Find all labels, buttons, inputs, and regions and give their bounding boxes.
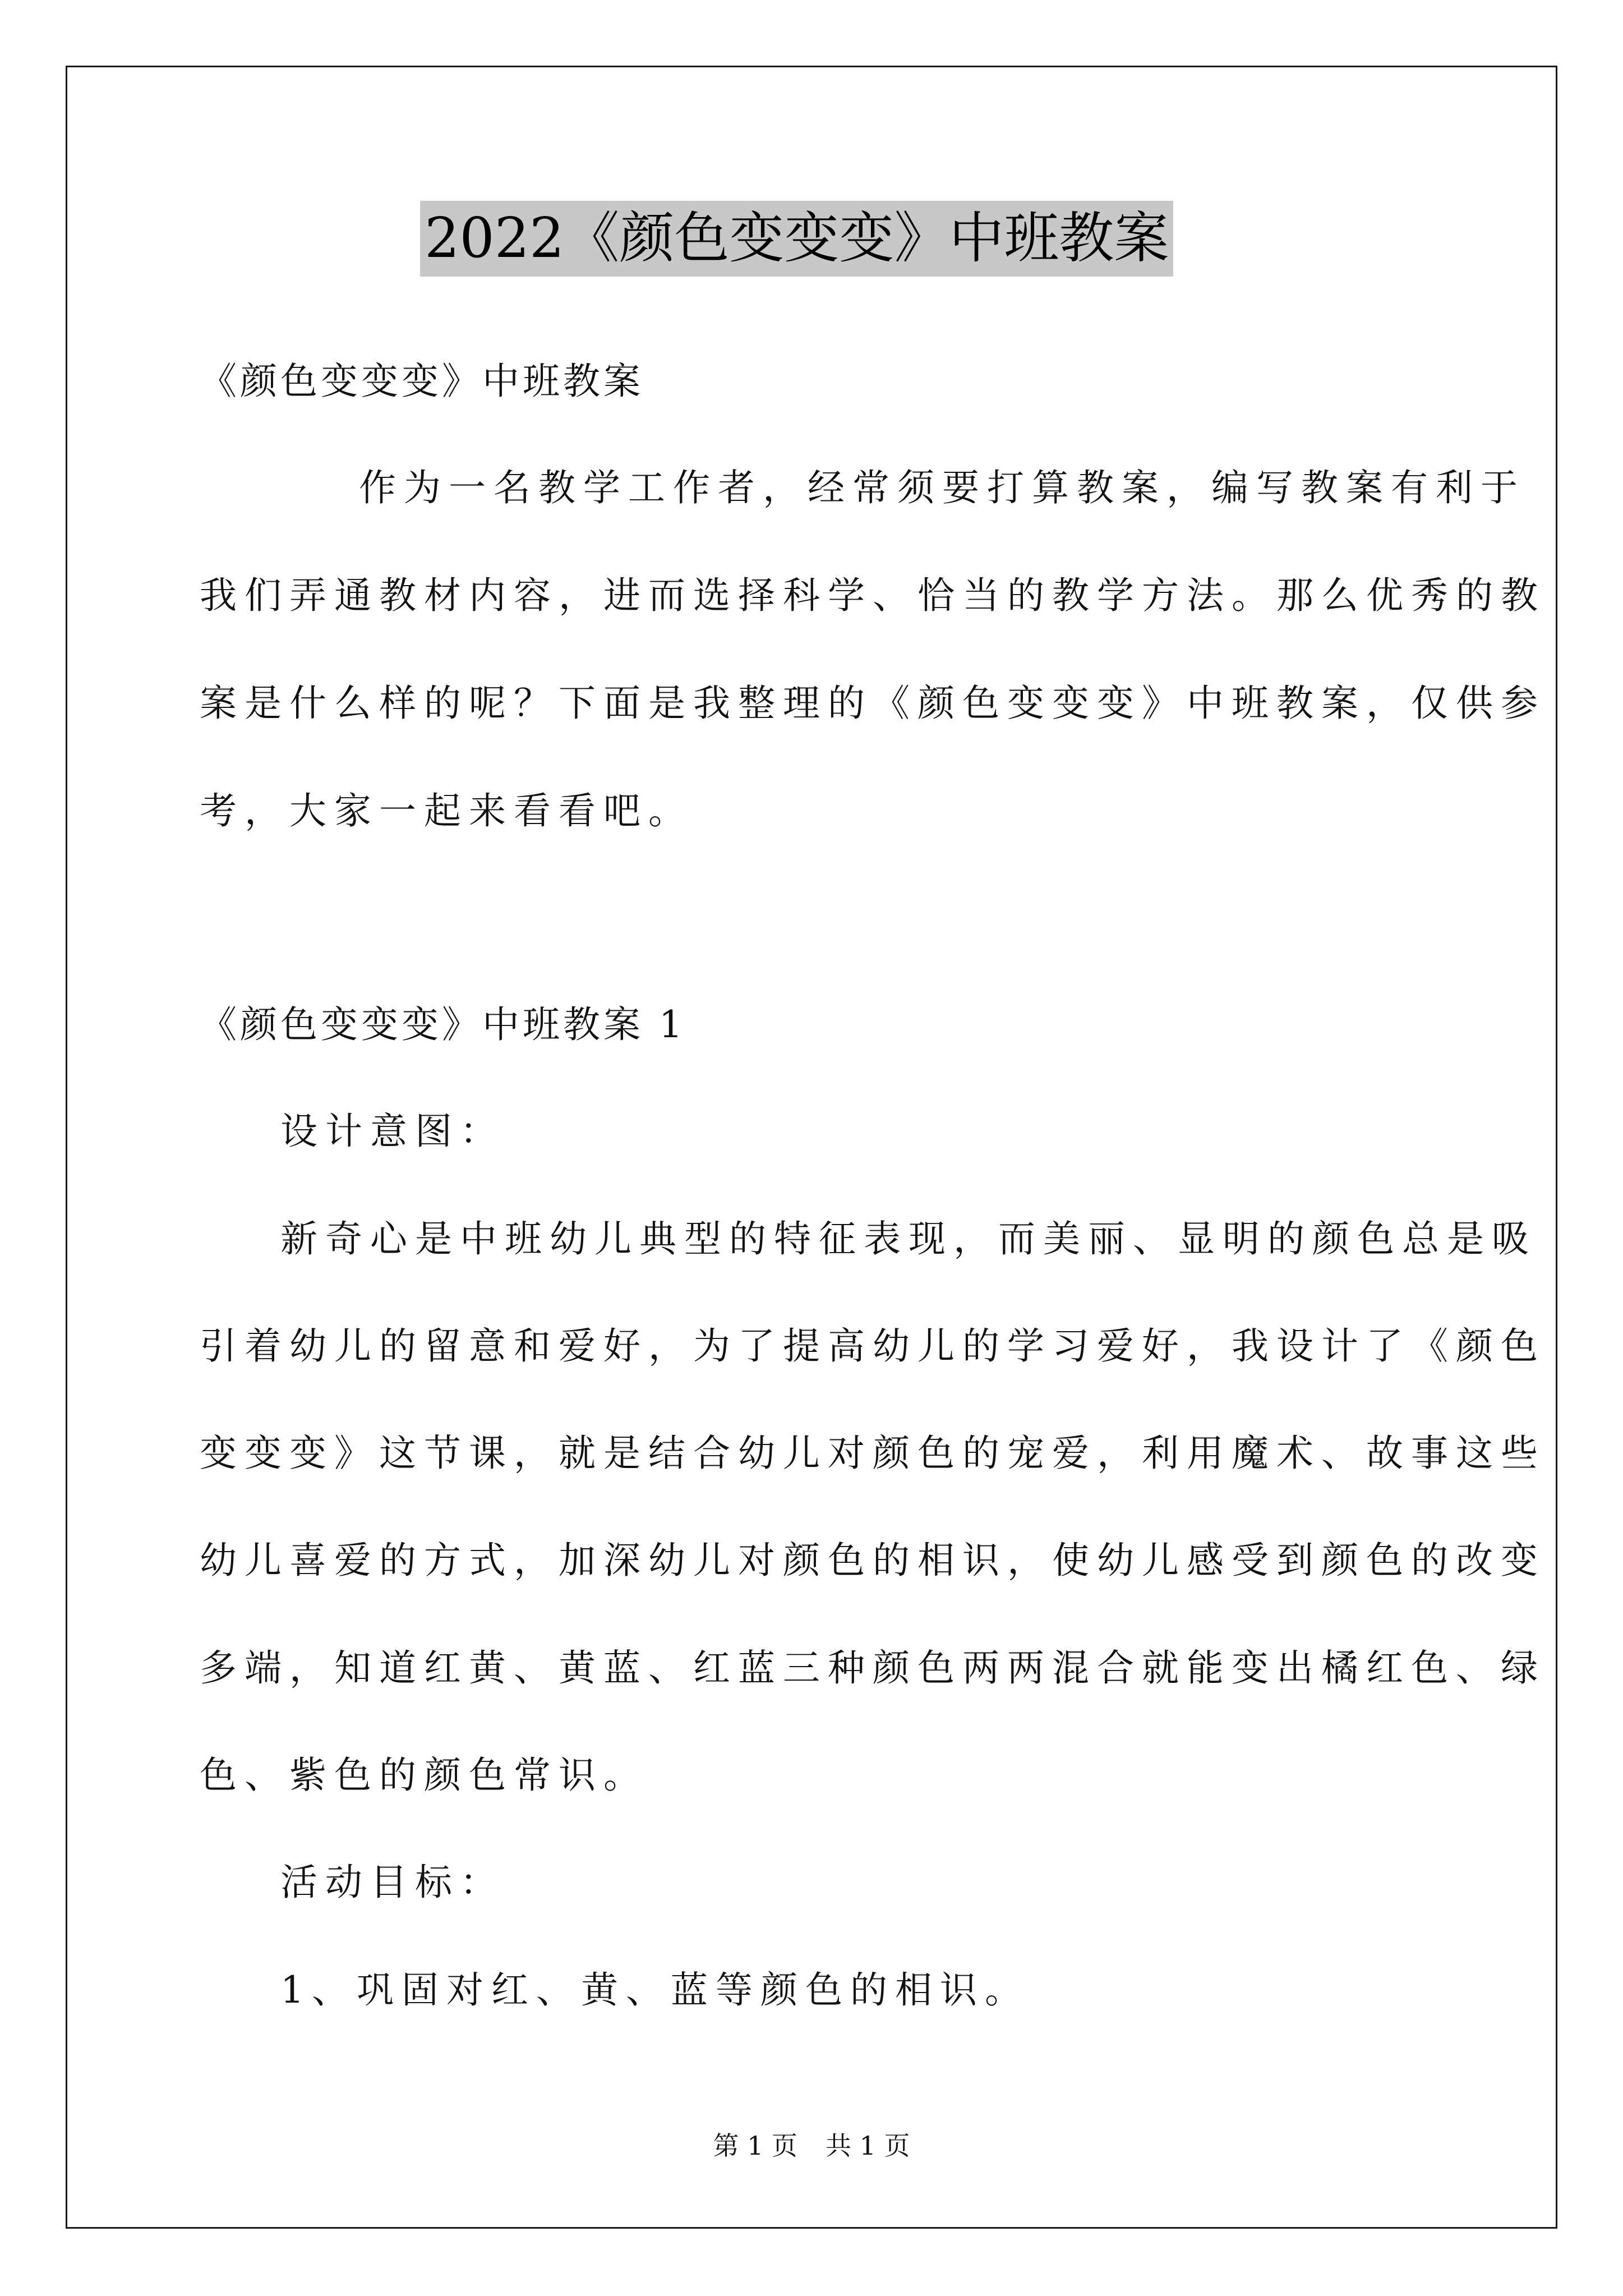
design-heading: 设计意图： xyxy=(280,1110,505,1153)
intro-line-3: 案是什么样的呢？下面是我整理的《颜色变变变》中班教案，仅供参 xyxy=(200,682,1546,725)
design-line-1: 新奇心是中班幼儿典型的特征表现，而美丽、显明的颜色总是吸 xyxy=(280,1217,1537,1260)
goal-line-1: 1、巩固对红、黄、蓝等颜色的相识。 xyxy=(280,1968,1030,2012)
page-total: 共 1 页 xyxy=(826,2131,910,2161)
design-line-3: 变变变》这节课，就是结合幼儿对颜色的宠爱，利用魔术、故事这些 xyxy=(200,1432,1546,1475)
lead-heading: 《颜色变变变》中班教案 xyxy=(200,360,644,403)
intro-line-4: 考，大家一起来看看吧。 xyxy=(200,789,693,832)
document-title: 2022《颜色变变变》中班教案 xyxy=(420,201,1173,277)
design-line-2: 引着幼儿的留意和爱好，为了提高幼儿的学习爱好，我设计了《颜色 xyxy=(200,1324,1546,1368)
design-line-6: 色、紫色的颜色常识。 xyxy=(200,1754,648,1797)
goal-heading: 活动目标： xyxy=(280,1861,505,1904)
design-line-5: 多端，知道红黄、黄蓝、红蓝三种颜色两两混合就能变出橘红色、绿 xyxy=(200,1646,1546,1690)
intro-line-1: 作为一名教学工作者，经常须要打算教案，编写教案有利于 xyxy=(359,466,1525,509)
design-line-4: 幼儿喜爱的方式，加深幼儿对颜色的相识，使幼儿感受到颜色的改变 xyxy=(200,1539,1546,1582)
page-footer xyxy=(0,2129,1623,2162)
section-title: 《颜色变变变》中班教案 1 xyxy=(200,1003,686,1046)
page-number: 第 1 页 xyxy=(713,2131,797,2161)
intro-line-2: 我们弄通教材内容，进而选择科学、恰当的教学方法。那么优秀的教 xyxy=(200,574,1546,617)
